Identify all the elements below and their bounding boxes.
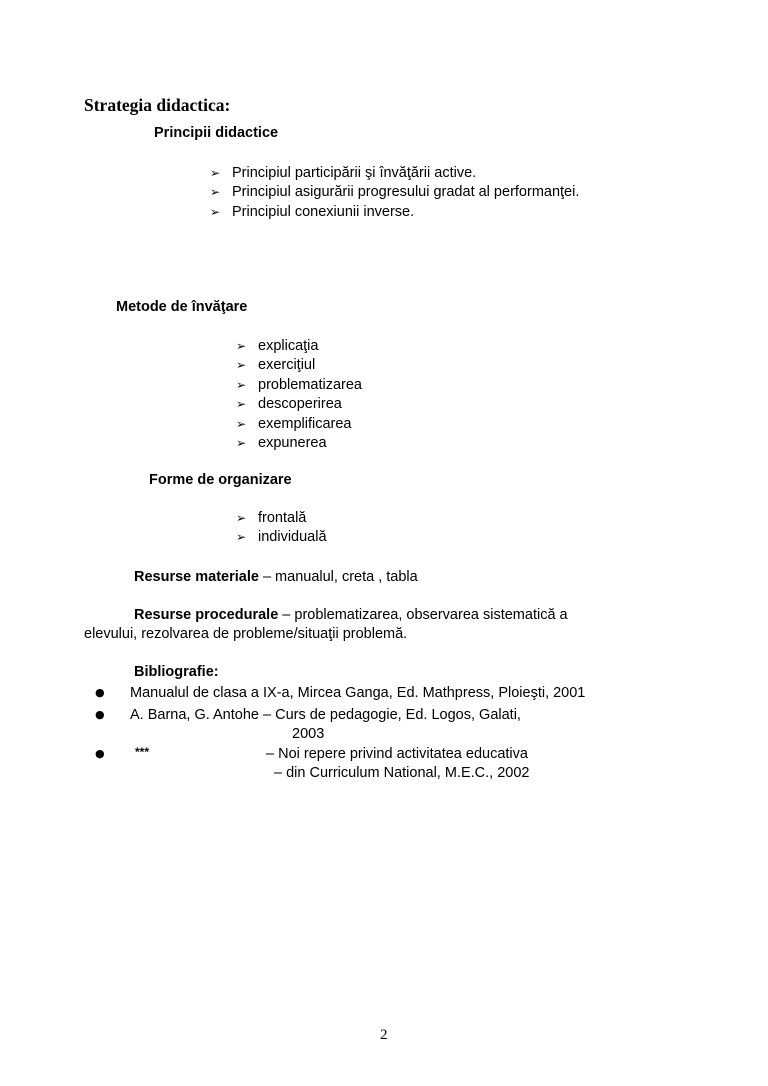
biblio-entry-2: A. Barna, G. Antohe – Curs de pedagogie, Ed. Logos, Galati, xyxy=(130,707,521,723)
list-item: ➢ Principiul asigurării progresului gradat al performanţei. xyxy=(210,183,579,202)
biblio-entry-1: Manualul de clasa a IX-a, Mircea Ganga, Ed. Mathpress, Ploieşti, 2001 xyxy=(130,685,586,701)
biblio-entry-3: – Noi repere privind activitatea educativa xyxy=(266,746,528,762)
metode-title: Metode de învăţare xyxy=(116,299,248,315)
arrow-bullet-icon: ➢ xyxy=(236,530,247,545)
arrow-bullet-icon: ➢ xyxy=(236,339,247,353)
page-heading: Strategia didactica: xyxy=(84,95,231,115)
resurse-procedurale-continuation: elevului, rezolvarea de probleme/situaţii problemă. xyxy=(84,626,408,642)
bibliografie-title: Bibliografie: xyxy=(134,664,219,680)
arrow-bullet-icon: ➢ xyxy=(236,377,247,392)
resurse-materiale-label: Resurse materiale xyxy=(134,569,259,585)
metode-list xyxy=(236,337,362,453)
biblio-entry-3-continuation: – din Curriculum National, M.E.C., 2002 xyxy=(274,765,530,781)
round-bullet-icon: ● xyxy=(95,686,105,699)
principii-list xyxy=(210,164,579,222)
resurse-procedurale-text: – problematizarea, observarea sistematică a xyxy=(278,607,568,623)
arrow-bullet-icon: ➢ xyxy=(210,204,221,219)
round-bullet-icon: ● xyxy=(95,747,105,760)
list-item: ➢ individuală xyxy=(236,528,327,547)
biblio-entry-3-marker: *** xyxy=(135,745,150,759)
arrow-bullet-icon: ➢ xyxy=(210,185,221,200)
forme-title: Forme de organizare xyxy=(149,472,292,488)
resurse-procedurale xyxy=(134,606,568,625)
list-item: ➢ Principiul participării şi învăţării active. xyxy=(210,164,579,183)
list-item: ➢ explicaţia xyxy=(236,337,362,356)
arrow-bullet-icon: ➢ xyxy=(236,416,247,431)
list-item: ➢ frontală xyxy=(236,509,327,528)
resurse-materiale-text: – manualul, creta , tabla xyxy=(258,569,418,585)
arrow-bullet-icon: ➢ xyxy=(236,436,247,451)
page-number: 2 xyxy=(380,1027,388,1043)
list-item: ➢ descoperirea xyxy=(236,395,362,414)
arrow-bullet-icon: ➢ xyxy=(210,166,221,180)
resurse-materiale xyxy=(134,568,418,587)
list-item: ➢ exemplificarea xyxy=(236,415,362,434)
list-item: ➢ Principiul conexiunii inverse. xyxy=(210,203,579,222)
arrow-bullet-icon: ➢ xyxy=(236,358,247,373)
arrow-bullet-icon: ➢ xyxy=(236,511,247,525)
list-item: ➢ exerciţiul xyxy=(236,356,362,375)
forme-list xyxy=(236,509,327,548)
list-item: ➢ expunerea xyxy=(236,434,362,453)
list-item: ➢ problematizarea xyxy=(236,376,362,395)
round-bullet-icon: ● xyxy=(95,708,105,721)
principii-title: Principii didactice xyxy=(154,125,279,141)
resurse-procedurale-label: Resurse procedurale xyxy=(134,607,279,623)
arrow-bullet-icon: ➢ xyxy=(236,397,247,412)
biblio-entry-2-year: 2003 xyxy=(292,726,325,742)
